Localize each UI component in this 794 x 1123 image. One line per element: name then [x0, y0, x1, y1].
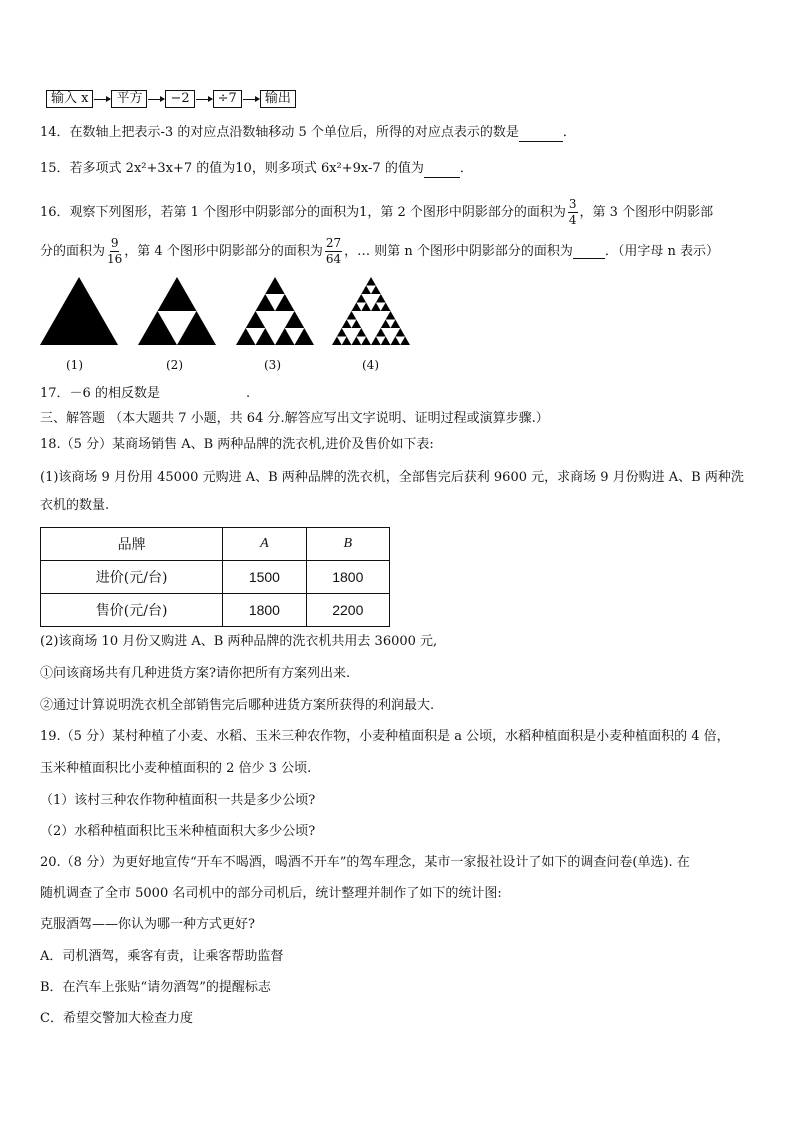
triangle-figure-4 — [330, 275, 412, 347]
punct: ． — [459, 161, 473, 176]
arrow-icon — [148, 99, 164, 100]
fraction — [325, 236, 342, 267]
table-header-cell: 品牌 — [41, 528, 223, 561]
table-header-cell: B — [306, 528, 389, 561]
fraction-denominator: 64 — [325, 252, 342, 266]
question-16-line1 — [40, 197, 713, 228]
question-18-part2-1: ①问该商场共有几种进货方案?请你把所有方案列出来. — [40, 666, 351, 681]
question-19-sub2: （2）水稻种植面积比玉米种植面积大多少公顷? — [40, 824, 316, 839]
question-17 — [40, 385, 250, 403]
question-text: 15．若多项式 2x²+3x+7 的值为10，则多项式 6x²+9x-7 的值为 — [40, 161, 424, 176]
flow-step-input: 输入 x — [46, 90, 93, 108]
question-15 — [40, 160, 473, 178]
punct: . — [245, 386, 251, 401]
arrow-icon — [94, 99, 110, 100]
triangle-figure-3 — [234, 275, 316, 347]
question-19-line2: 玉米种植面积比小麦种植面积的 2 倍少 3 公顷. — [40, 761, 312, 776]
triangle-figure-1 — [38, 275, 120, 347]
table-row — [41, 594, 390, 627]
question-19-line1: 19.（5 分）某村种植了小麦、水稻、玉米三种农作物，小麦种植面积是 a 公顷，水稻种植面积是小麦种植面积的 4 倍， — [40, 729, 730, 744]
table-cell: 售价(元/台) — [41, 594, 223, 627]
figure-label-3: (3) — [264, 358, 281, 372]
table-header-row — [41, 528, 390, 561]
question-18-stem: 18.（5 分）某商场销售 A、B 两种品牌的洗衣机,进价及售价如下表: — [40, 437, 434, 452]
question-14 — [40, 124, 576, 142]
price-table — [40, 527, 390, 627]
answer-blank — [573, 244, 605, 259]
survey-option-c: C．希望交警加大检查力度 — [40, 1011, 193, 1026]
figure-label-4: (4) — [362, 358, 379, 372]
fraction-numerator: 3 — [568, 197, 577, 211]
question-text: 16．观察下列图形，若第 1 个图形中阴影部分的面积为1，第 2 个图形中阴影部分的面积为 — [40, 204, 566, 220]
question-20-line2: 随机调查了全市 5000 名司机中的部分司机后，统计整理并制作了如下的统计图: — [40, 886, 502, 901]
answer-blank — [424, 163, 460, 178]
fraction-numerator: 9 — [110, 236, 119, 250]
question-18-part2-2: ②通过计算说明洗衣机全部销售完后哪种进货方案所获得的利润最大. — [40, 698, 435, 713]
flow-step-output: 输出 — [260, 90, 296, 108]
survey-title: 克服酒驾——你认为哪一种方式更好? — [40, 917, 255, 932]
flow-step-minus2: −2 — [165, 90, 194, 108]
table-cell: 1800 — [223, 594, 306, 627]
question-18-part1-line2: 衣机的数量. — [40, 498, 110, 513]
table-cell: 进价(元/台) — [41, 561, 223, 594]
question-text: 14．在数轴上把表示-3 的对应点沿数轴移动 5 个单位后，所得的对应点表示的数是 — [40, 125, 519, 140]
flowchart — [46, 90, 296, 108]
question-16-line2 — [40, 236, 719, 267]
question-text: ，第 4 个图形中阴影部分的面积为 — [124, 243, 323, 259]
question-19-sub1: （1）该村三种农作物种植面积一共是多少公顷? — [40, 793, 316, 808]
punct: ． — [562, 125, 576, 140]
fraction-numerator: 27 — [325, 236, 342, 250]
question-text: 分的面积为 — [40, 243, 106, 259]
table-cell: 1800 — [306, 561, 389, 594]
table-header-cell: A — [223, 528, 306, 561]
question-18-part1-line1: (1)该商场 9 月份用 45000 元购进 A、B 两种品牌的洗衣机，全部售完后获利 9600 元，求商场 9 月份购进 A、B 两种洗 — [40, 470, 744, 485]
question-20-line1: 20.（8 分）为更好地宣传“开车不喝酒，喝酒不开车”的驾车理念，某市一家报社设计了如下的调查问卷(单选). 在 — [40, 855, 690, 870]
fraction — [568, 197, 578, 228]
flow-step-div7: ÷7 — [213, 90, 242, 108]
question-text: ，… 则第 n 个图形中阴影部分的面积为 — [344, 243, 573, 259]
figure-label-1: (1) — [66, 358, 83, 372]
flow-step-square: 平方 — [111, 90, 147, 108]
table-cell: 2200 — [306, 594, 389, 627]
fraction — [107, 236, 122, 267]
question-18-part2: (2)该商场 10 月份又购进 A、B 两种品牌的洗衣机共用去 36000 元, — [40, 634, 438, 649]
question-text: ．（用字母 n 表示） — [604, 243, 720, 259]
question-text: 17．－6 的相反数是 — [40, 386, 160, 401]
answer-blank — [519, 127, 563, 142]
question-text: ，第 3 个图形中阴影部 — [579, 204, 714, 220]
fraction-denominator: 16 — [107, 252, 123, 266]
table-cell: 1500 — [223, 561, 306, 594]
triangle-figure-2 — [136, 275, 218, 347]
arrow-icon — [243, 99, 259, 100]
figure-label-2: (2) — [166, 358, 183, 372]
arrow-icon — [196, 99, 212, 100]
section-heading: 三、解答题 （本大题共 7 小题，共 64 分.解答应写出文字说明、证明过程或演算步骤.） — [40, 411, 549, 426]
fraction-denominator: 4 — [568, 213, 577, 227]
survey-option-b: B．在汽车上张贴“请勿酒驾”的提醒标志 — [40, 980, 271, 995]
table-row — [41, 561, 390, 594]
survey-option-a: A．司机酒驾，乘客有责，让乘客帮助监督 — [40, 949, 284, 964]
